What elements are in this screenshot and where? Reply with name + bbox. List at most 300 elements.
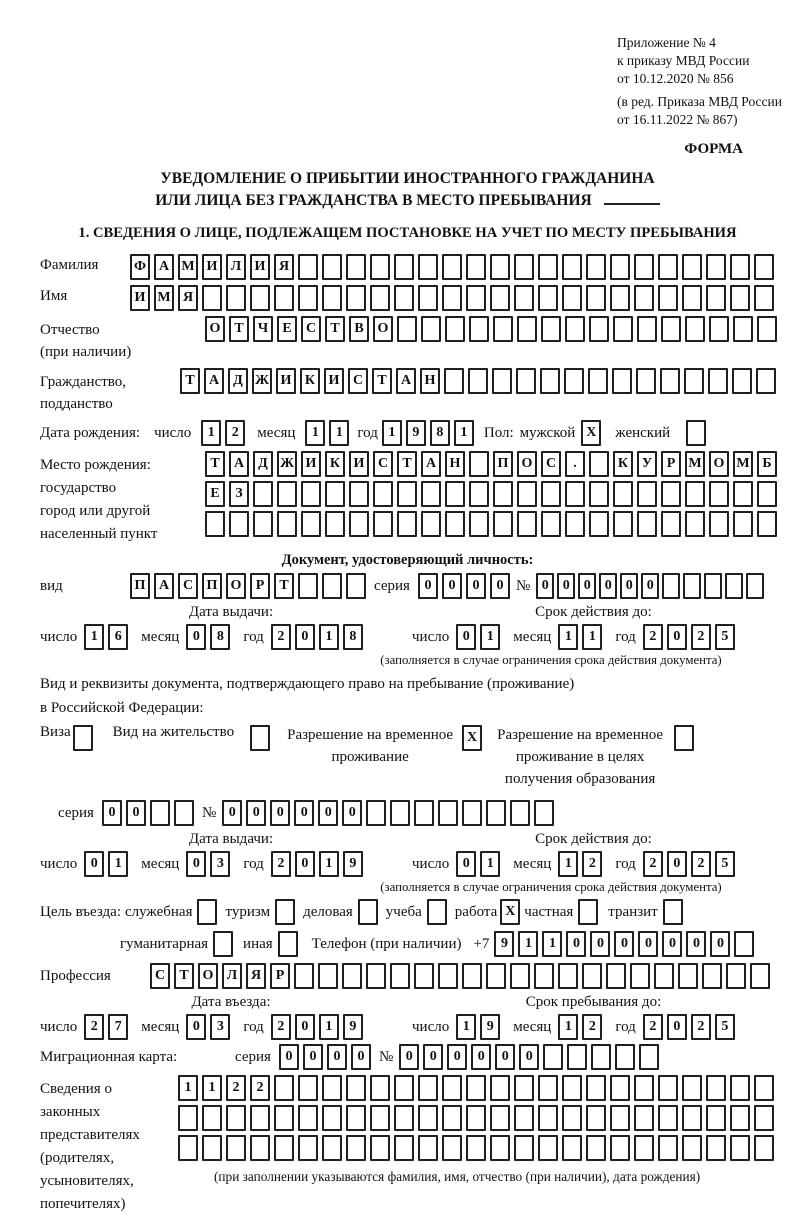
char-cell: 0: [662, 931, 682, 957]
char-cell: [634, 285, 654, 311]
char-cell: [466, 1075, 486, 1101]
legal-reference-line: (в ред. Приказа МВД России: [617, 94, 782, 109]
char-cell: 1: [201, 420, 221, 446]
char-cell: [754, 1105, 774, 1131]
char-cell: [202, 285, 222, 311]
char-cell: 2: [691, 1014, 711, 1040]
purpose-humanitarian-label: гуманитарная: [120, 935, 209, 952]
char-cell: Р: [270, 963, 290, 989]
char-cell: 1: [480, 624, 500, 650]
legal-reference-line: к приказу МВД России: [617, 53, 750, 68]
char-cell: С: [541, 451, 561, 477]
char-cell: X: [500, 899, 520, 925]
char-cell: [565, 481, 585, 507]
doc-number-cells: [536, 573, 764, 599]
char-cell: М: [685, 451, 705, 477]
char-cell: [469, 451, 489, 477]
char-cell: [706, 1135, 726, 1161]
char-cell: [538, 285, 558, 311]
char-cell: [708, 368, 728, 394]
char-cell: О: [205, 316, 225, 342]
char-cell: [567, 1044, 587, 1070]
residence-doc-options: [40, 724, 775, 790]
char-cell: [538, 1135, 558, 1161]
char-cell: [390, 800, 410, 826]
char-cell: [421, 316, 441, 342]
char-cell: [510, 963, 530, 989]
char-cell: [613, 481, 633, 507]
char-cell: [730, 254, 750, 280]
char-cell: [685, 511, 705, 537]
char-cell: 0: [102, 800, 122, 826]
char-cell: [732, 368, 752, 394]
char-cell: [754, 1135, 774, 1161]
char-cell: [322, 1075, 342, 1101]
char-cell: [490, 285, 510, 311]
char-cell: [277, 511, 297, 537]
char-cell: 0: [186, 851, 206, 877]
char-cell: [562, 1135, 582, 1161]
char-cell: [514, 1105, 534, 1131]
stay-day-cells: [456, 1014, 500, 1040]
char-cell: Т: [325, 316, 345, 342]
birth-place-row: [40, 451, 775, 546]
char-cell: X: [581, 420, 601, 446]
char-cell: У: [637, 451, 657, 477]
char-cell: [517, 316, 537, 342]
char-cell: И: [276, 368, 296, 394]
char-cell: [277, 481, 297, 507]
expiry-date-heading: Срок действия до:: [535, 604, 652, 620]
purpose-business-label: деловая: [303, 903, 353, 920]
doc-series-cells: [418, 573, 510, 599]
char-cell: [734, 931, 754, 957]
char-cell: [541, 481, 561, 507]
purpose-transit-checkbox: [663, 899, 683, 925]
char-cell: Ф: [130, 254, 150, 280]
char-cell: [514, 1135, 534, 1161]
legal-reference-line: от 16.11.2022 № 867): [617, 112, 738, 127]
char-cell: [586, 1105, 606, 1131]
char-cell: [466, 1135, 486, 1161]
char-cell: 5: [715, 851, 735, 877]
expiry-note: (заполняется в случае ограничения срока действия документа): [380, 653, 722, 667]
birth-day-cells: [201, 420, 245, 446]
sex-female-checkbox: [686, 420, 706, 446]
char-cell: 1: [108, 851, 128, 877]
char-cell: Т: [174, 963, 194, 989]
sex-female-label: женский: [615, 424, 671, 441]
char-cell: 0: [456, 851, 476, 877]
entry-day-cells: [84, 1014, 128, 1040]
surname-row: [40, 254, 775, 280]
char-cell: 0: [84, 851, 104, 877]
char-cell: [558, 963, 578, 989]
purpose-business-checkbox: [358, 899, 378, 925]
identity-doc-row: [40, 573, 775, 599]
expiry-year-cells: [643, 624, 735, 650]
residence-number-label: №: [201, 804, 217, 821]
char-cell: [346, 285, 366, 311]
residence-permit-label: Вид на жительство: [112, 724, 235, 740]
char-cell: [564, 368, 584, 394]
char-cell: О: [226, 573, 246, 599]
char-cell: [442, 1135, 462, 1161]
expiry-day-cells: [456, 624, 500, 650]
migration-series-label: серия: [235, 1048, 271, 1065]
char-cell: 0: [222, 800, 242, 826]
residence-issue-year-cells: [271, 851, 363, 877]
char-cell: [733, 511, 753, 537]
char-cell: [427, 899, 447, 925]
char-cell: Т: [397, 451, 417, 477]
temp-residence-edu-checkbox: [674, 725, 694, 751]
char-cell: 0: [667, 624, 687, 650]
char-cell: [538, 254, 558, 280]
char-cell: 2: [84, 1014, 104, 1040]
purpose-work-checkbox: [500, 899, 520, 925]
birth-place-line2: [205, 481, 777, 507]
char-cell: [373, 481, 393, 507]
citizenship-label: Гражданство, подданство: [40, 374, 127, 412]
char-cell: 0: [667, 851, 687, 877]
char-cell: [589, 481, 609, 507]
char-cell: 1: [84, 624, 104, 650]
temp-residence-checkbox: [462, 725, 482, 751]
char-cell: [610, 1075, 630, 1101]
char-cell: [486, 963, 506, 989]
char-cell: [250, 725, 270, 751]
char-cell: [493, 316, 513, 342]
char-cell: А: [154, 254, 174, 280]
char-cell: [541, 511, 561, 537]
char-cell: М: [733, 451, 753, 477]
char-cell: 0: [557, 573, 575, 599]
char-cell: [445, 511, 465, 537]
char-cell: [325, 511, 345, 537]
char-cell: Я: [178, 285, 198, 311]
purpose-other-label: иная: [243, 935, 273, 952]
entry-dates: [40, 994, 775, 1040]
char-cell: [418, 285, 438, 311]
char-cell: И: [250, 254, 270, 280]
temp-residence-edu-label: Разрешение на временное проживание в целях получения образования: [497, 727, 664, 787]
char-cell: 0: [303, 1044, 323, 1070]
residence-doc-dates: [40, 831, 775, 895]
char-cell: [757, 316, 777, 342]
char-cell: С: [301, 316, 321, 342]
purpose-other-checkbox: [278, 931, 298, 957]
char-cell: [634, 1135, 654, 1161]
residence-series-label: серия: [58, 804, 94, 821]
doc-type-cells: [130, 573, 366, 599]
char-cell: 0: [614, 931, 634, 957]
stay-year-cells: [643, 1014, 735, 1040]
representatives-note: (при заполнении указываются фамилия, имя, отчество (при наличии), дата рождения): [214, 1169, 701, 1184]
char-cell: [274, 285, 294, 311]
char-cell: [466, 285, 486, 311]
char-cell: [298, 573, 318, 599]
char-cell: Ж: [277, 451, 297, 477]
char-cell: 0: [279, 1044, 299, 1070]
char-cell: 0: [246, 800, 266, 826]
char-cell: 0: [471, 1044, 491, 1070]
char-cell: 0: [686, 931, 706, 957]
char-cell: 2: [643, 624, 663, 650]
char-cell: [493, 511, 513, 537]
char-cell: [613, 316, 633, 342]
char-cell: [346, 573, 366, 599]
birth-date-label: Дата рождения:: [40, 424, 141, 441]
char-cell: И: [301, 451, 321, 477]
char-cell: 5: [715, 1014, 735, 1040]
residence-expiry-year-cells: [643, 851, 735, 877]
purpose-tourism-checkbox: [275, 899, 295, 925]
char-cell: Л: [222, 963, 242, 989]
char-cell: [342, 963, 362, 989]
surname-cells: [130, 254, 774, 280]
char-cell: П: [202, 573, 222, 599]
char-cell: [709, 481, 729, 507]
char-cell: [486, 800, 506, 826]
doc-type-label: вид: [40, 577, 63, 594]
char-cell: А: [154, 573, 174, 599]
profession-row: [40, 963, 775, 989]
temp-residence-label: Разрешение на временное проживание: [287, 727, 454, 765]
char-cell: 1: [319, 851, 339, 877]
char-cell: [589, 316, 609, 342]
char-cell: И: [202, 254, 222, 280]
char-cell: [466, 1105, 486, 1131]
char-cell: [298, 1105, 318, 1131]
char-cell: [373, 511, 393, 537]
purpose-study-checkbox: [427, 899, 447, 925]
char-cell: [322, 254, 342, 280]
char-cell: Я: [274, 254, 294, 280]
char-cell: [588, 368, 608, 394]
char-cell: [397, 481, 417, 507]
visa-label: Виза: [40, 724, 71, 740]
char-cell: Н: [420, 368, 440, 394]
char-cell: [636, 368, 656, 394]
char-cell: [706, 254, 726, 280]
char-cell: [589, 511, 609, 537]
purpose-study-label: учеба: [385, 903, 422, 920]
char-cell: 2: [271, 851, 291, 877]
char-cell: 0: [667, 1014, 687, 1040]
char-cell: А: [229, 451, 249, 477]
char-cell: 1: [558, 1014, 578, 1040]
char-cell: [73, 725, 93, 751]
residence-issue-month-cells: [186, 851, 230, 877]
name-row: [40, 285, 775, 311]
char-cell: [445, 316, 465, 342]
char-cell: [421, 481, 441, 507]
char-cell: [226, 285, 246, 311]
char-cell: [418, 1105, 438, 1131]
char-cell: [394, 1105, 414, 1131]
char-cell: [469, 511, 489, 537]
char-cell: 5: [715, 624, 735, 650]
identity-doc-dates: [40, 604, 775, 668]
char-cell: [589, 451, 609, 477]
expiry-month-cells: [558, 624, 602, 650]
citizenship-row: [40, 368, 775, 415]
char-cell: 2: [271, 1014, 291, 1040]
char-cell: [322, 285, 342, 311]
char-cell: [462, 963, 482, 989]
char-cell: 1: [319, 624, 339, 650]
char-cell: [394, 1075, 414, 1101]
char-cell: 0: [186, 624, 206, 650]
char-cell: [298, 1135, 318, 1161]
char-cell: 7: [108, 1014, 128, 1040]
char-cell: С: [373, 451, 393, 477]
char-cell: [562, 254, 582, 280]
char-cell: [468, 368, 488, 394]
char-cell: [516, 368, 536, 394]
char-cell: 2: [225, 420, 245, 446]
char-cell: О: [517, 451, 537, 477]
char-cell: [578, 899, 598, 925]
char-cell: [274, 1135, 294, 1161]
char-cell: [661, 511, 681, 537]
char-cell: [178, 1105, 198, 1131]
char-cell: 0: [519, 1044, 539, 1070]
char-cell: [706, 1075, 726, 1101]
char-cell: 0: [351, 1044, 371, 1070]
char-cell: [444, 368, 464, 394]
char-cell: [298, 1075, 318, 1101]
char-cell: 0: [294, 800, 314, 826]
char-cell: 0: [399, 1044, 419, 1070]
char-cell: [634, 1105, 654, 1131]
char-cell: 0: [295, 851, 315, 877]
purpose-private-label: частная: [524, 903, 574, 920]
char-cell: [733, 316, 753, 342]
char-cell: [658, 1105, 678, 1131]
char-cell: [582, 963, 602, 989]
char-cell: 0: [710, 931, 730, 957]
char-cell: [349, 481, 369, 507]
char-cell: [757, 511, 777, 537]
char-cell: 2: [271, 624, 291, 650]
char-cell: О: [709, 451, 729, 477]
char-cell: 1: [582, 624, 602, 650]
char-cell: [682, 1135, 702, 1161]
char-cell: [397, 511, 417, 537]
char-cell: О: [373, 316, 393, 342]
char-cell: [637, 481, 657, 507]
char-cell: [438, 800, 458, 826]
representatives-section: [40, 1075, 775, 1216]
char-cell: [442, 1105, 462, 1131]
char-cell: [709, 316, 729, 342]
char-cell: [202, 1135, 222, 1161]
residence-expiry-heading: Срок действия до:: [535, 831, 652, 847]
char-cell: 2: [691, 851, 711, 877]
char-cell: [322, 1105, 342, 1131]
char-cell: [658, 254, 678, 280]
char-cell: К: [613, 451, 633, 477]
name-cells: [130, 285, 774, 311]
char-cell: [226, 1105, 246, 1131]
char-cell: 0: [490, 573, 510, 599]
char-cell: [421, 511, 441, 537]
char-cell: В: [349, 316, 369, 342]
char-cell: К: [325, 451, 345, 477]
char-cell: 1: [454, 420, 474, 446]
residence-doc-intro: Вид и реквизиты документа, подтверждающего право на пребывание (проживание) в Российской Федерации:: [40, 676, 575, 716]
char-cell: М: [178, 254, 198, 280]
char-cell: Е: [277, 316, 297, 342]
char-cell: [322, 573, 342, 599]
char-cell: Р: [661, 451, 681, 477]
char-cell: 0: [599, 573, 617, 599]
char-cell: Т: [229, 316, 249, 342]
char-cell: [174, 800, 194, 826]
char-cell: [514, 254, 534, 280]
char-cell: [586, 1075, 606, 1101]
char-cell: 0: [638, 931, 658, 957]
char-cell: 3: [210, 851, 230, 877]
char-cell: Т: [180, 368, 200, 394]
char-cell: [637, 511, 657, 537]
char-cell: [275, 899, 295, 925]
char-cell: [250, 1135, 270, 1161]
char-cell: [370, 1105, 390, 1131]
entry-purpose-row2: [40, 931, 775, 957]
char-cell: 8: [343, 624, 363, 650]
char-cell: [229, 511, 249, 537]
char-cell: [586, 254, 606, 280]
char-cell: [205, 511, 225, 537]
char-cell: [750, 963, 770, 989]
birth-place-line1: [205, 451, 777, 477]
char-cell: 0: [456, 624, 476, 650]
char-cell: И: [130, 285, 150, 311]
char-cell: 2: [582, 851, 602, 877]
char-cell: [534, 800, 554, 826]
char-cell: [250, 1105, 270, 1131]
representatives-line3: [178, 1135, 774, 1161]
char-cell: [684, 368, 704, 394]
residence-permit-checkbox: [250, 725, 270, 751]
char-cell: 0: [578, 573, 596, 599]
char-cell: [318, 963, 338, 989]
issue-date-heading: Дата выдачи:: [188, 604, 274, 620]
char-cell: [756, 368, 776, 394]
char-cell: 1: [202, 1075, 222, 1101]
form-title: [40, 168, 775, 212]
sex-male-checkbox: [581, 420, 601, 446]
visa-checkbox: [73, 725, 93, 751]
char-cell: [634, 1075, 654, 1101]
birth-place-line3: [205, 511, 777, 537]
char-cell: [178, 1135, 198, 1161]
purpose-private-checkbox: [578, 899, 598, 925]
migration-card-row: [40, 1044, 775, 1070]
issue-date-line: число 1 6 месяц 0 8 год 2 0 1 8: [40, 624, 412, 650]
char-cell: [469, 481, 489, 507]
stay-month-cells: [558, 1014, 602, 1040]
char-cell: [660, 368, 680, 394]
char-cell: [730, 285, 750, 311]
residence-doc-series-row: [40, 800, 775, 826]
char-cell: [540, 368, 560, 394]
char-cell: 1: [319, 1014, 339, 1040]
expiry-date-line: число 0 1 месяц 1 1 год 2 0 2 5: [412, 624, 775, 650]
